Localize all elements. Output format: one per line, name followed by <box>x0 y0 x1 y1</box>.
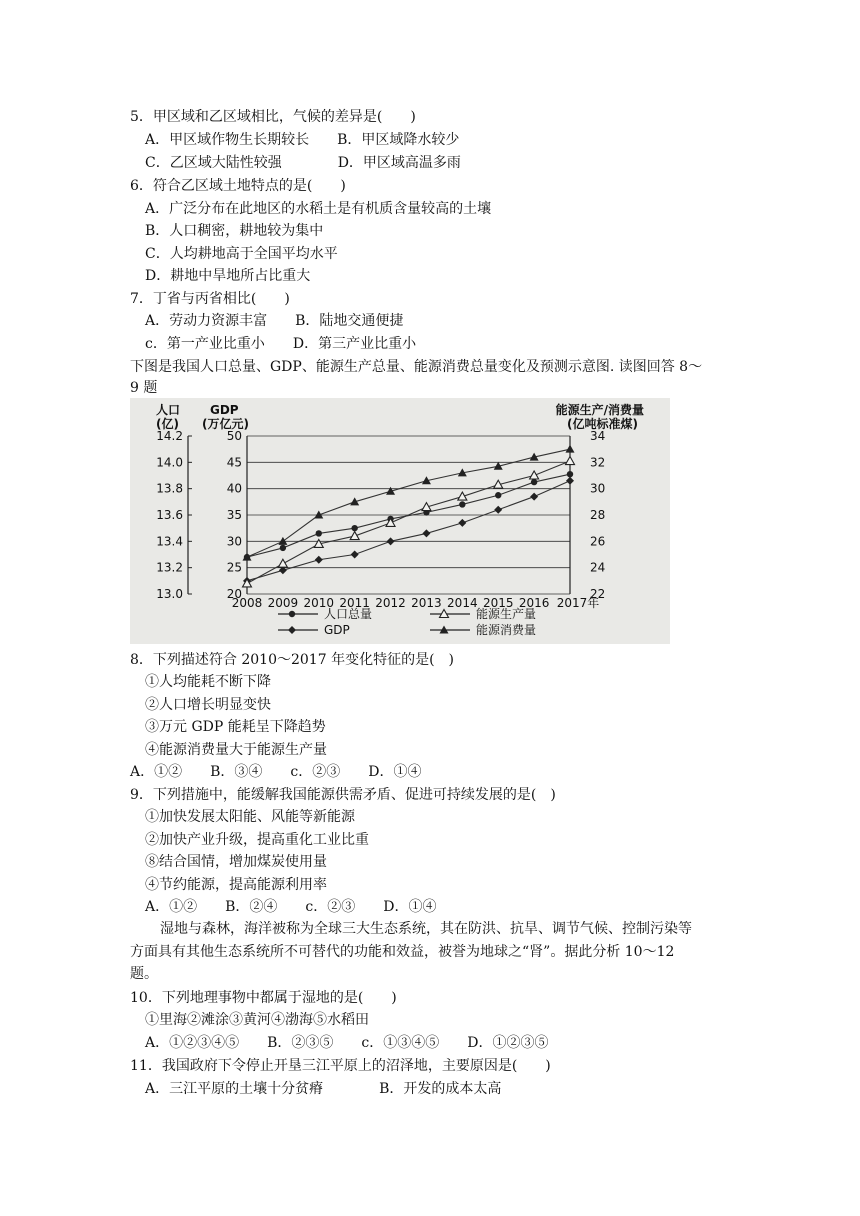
energy-tick-label: 30 <box>590 481 606 496</box>
energy-consumption-point <box>278 537 287 545</box>
x-tick-label: 2014 <box>447 596 478 610</box>
gdp-point <box>315 556 323 564</box>
energy-consumption-point <box>566 445 575 453</box>
text-line: C．乙区域大陆性较强 D．甲区域高温多雨 <box>145 155 461 171</box>
text-line: A．①②③④⑤ B．②③⑤ c．①③④⑤ D．①②③⑤ <box>145 1035 549 1051</box>
gdp-tick-label: 45 <box>226 455 242 470</box>
text-line: ②加快产业升级，提高重化工业比重 <box>145 832 369 848</box>
energy-tick-label: 26 <box>590 534 606 549</box>
population-axis-title: 人口 <box>156 403 181 417</box>
text-line: 9．下列措施中，能缓解我国能源供需矛盾、促进可持续发展的是( ) <box>130 787 556 803</box>
x-tick-label: 2009 <box>267 596 299 610</box>
energy-production-point <box>530 471 539 479</box>
gdp-point <box>494 506 502 514</box>
energy-tick-label: 32 <box>590 455 606 470</box>
text-line: A．①② B．②④ c．②③ D．①④ <box>145 899 437 915</box>
gdp-tick-label: 50 <box>226 429 242 443</box>
text-line: 9 题 <box>130 380 158 396</box>
gdp-tick-label: 25 <box>226 560 242 575</box>
text-line: ①人均能耗不断下降 <box>145 674 271 690</box>
energy-consumption-point <box>314 511 323 519</box>
energy-tick-label: 34 <box>590 429 606 443</box>
gdp-point <box>422 529 430 537</box>
text-line: A．①② B．③④ c．②③ D．①④ <box>130 764 422 780</box>
text-line: ①加快发展太阳能、风能等新能源 <box>145 809 355 825</box>
gdp-tick-label: 40 <box>226 481 242 496</box>
legend-label: 能源消费量 <box>476 623 537 637</box>
gdp-axis-unit: (万亿元) <box>202 417 249 431</box>
legend-marker <box>289 611 295 617</box>
gdp-series-line <box>247 481 570 581</box>
x-tick-label: 2008 <box>231 596 263 610</box>
energy-tick-label: 22 <box>590 587 606 601</box>
x-tick-label: 2015 <box>482 596 514 610</box>
energy-production-point <box>566 457 575 465</box>
x-tick-label: 2012 <box>375 596 406 610</box>
energy-axis-title: 能源生产/消费量 <box>555 403 644 417</box>
text-line: ③万元 GDP 能耗呈下降趋势 <box>145 719 326 735</box>
text-line: c．第一产业比重小 D．第三产业比重小 <box>145 336 417 352</box>
text-line: A．广泛分布在此地区的水稻土是有机质含量较高的土壤 <box>145 201 492 217</box>
text-line: 11．我国政府下令停止开垦三江平原上的沼泽地，主要原因是( ) <box>130 1058 551 1074</box>
gdp-tick-label: 20 <box>226 587 242 601</box>
text-line: C．人均耕地高于全国平均水平 <box>145 246 338 262</box>
text-line: A．三江平原的土壤十分贫瘠 B．开发的成本太高 <box>145 1081 502 1097</box>
x-tick-label: 2011 <box>339 596 370 610</box>
text-line: 5．甲区域和乙区域相比，气候的差异是( ) <box>130 109 416 125</box>
text-line: ④节约能源，提高能源利用率 <box>145 877 327 893</box>
population-point <box>531 479 537 485</box>
text-line: 下图是我国人口总量、GDP、能源生产总量、能源消费总量变化及预测示意图. 读图回答 8～ <box>130 359 703 375</box>
legend-marker <box>288 626 296 634</box>
population-point <box>567 471 573 477</box>
energy-tick-label: 24 <box>590 560 606 575</box>
x-tick-label: 2017年 <box>556 596 600 610</box>
gdp-tick-label: 35 <box>226 508 242 522</box>
text-line: 6．符合乙区域土地特点的是( ) <box>130 178 346 194</box>
chart <box>130 398 670 644</box>
legend-label: 能源生产量 <box>476 607 537 621</box>
text-line: 10．下列地理事物中都属于湿地的是( ) <box>130 990 397 1006</box>
text-line: B．人口稠密，耕地较为集中 <box>145 223 324 239</box>
text-line: 7．丁省与丙省相比( ) <box>130 291 290 307</box>
gdp-point <box>566 477 574 485</box>
population-axis-unit: (亿) <box>156 417 179 431</box>
energy-production-point <box>278 559 287 567</box>
gdp-point <box>458 519 466 527</box>
population-tick-label: 13.4 <box>156 534 183 549</box>
text-line: ②人口增长明显变快 <box>145 697 271 713</box>
energy-production-point <box>350 532 359 540</box>
population-tick-label: 13.6 <box>156 508 183 522</box>
population-tick-label: 14.2 <box>156 429 183 443</box>
x-tick-label: 2010 <box>303 596 335 610</box>
x-tick-label: 2013 <box>411 596 442 610</box>
gdp-tick-label: 30 <box>226 534 242 549</box>
text-line: ①里海②滩涂③黄河④渤海⑤水稻田 <box>145 1012 369 1028</box>
legend-label: GDP <box>324 623 350 637</box>
population-series-line <box>247 474 570 557</box>
gdp-axis-title: GDP <box>210 403 239 417</box>
text-line: 方面具有其他生态系统所不可替代的功能和效益，被誉为地球之“肾”。据此分析 10～12 <box>130 944 675 960</box>
chart-svg <box>130 398 670 644</box>
gdp-point <box>530 493 538 501</box>
energy-production-series-line <box>247 461 570 583</box>
x-tick-label: 2016 <box>518 596 550 610</box>
text-line: 题。 <box>130 966 158 982</box>
text-line: D．耕地中旱地所占比重大 <box>145 268 311 284</box>
gdp-point <box>351 551 359 559</box>
energy-axis-unit: (亿吨标准煤) <box>567 417 638 431</box>
population-tick-label: 13.2 <box>156 560 183 575</box>
text-line: ⑧结合国情，增加煤炭使用量 <box>145 854 327 870</box>
text-line: 8．下列描述符合 2010～2017 年变化特征的是( ) <box>130 652 454 668</box>
text-line: 湿地与森林，海洋被称为全球三大生态系统，其在防洪、抗旱、调节气候、控制污染等 <box>160 921 692 937</box>
population-point <box>280 545 286 551</box>
energy-tick-label: 28 <box>590 508 606 522</box>
text-line: ④能源消费量大于能源生产量 <box>145 742 327 758</box>
population-tick-label: 13.0 <box>156 587 183 601</box>
population-point <box>459 501 465 507</box>
text-line: A．甲区域作物生长期较长 B．甲区域降水较少 <box>145 132 460 148</box>
population-tick-label: 14.0 <box>156 455 183 470</box>
legend-label: 人口总量 <box>324 607 373 621</box>
population-point <box>316 530 322 536</box>
text-line: A．劳动力资源丰富 B．陆地交通便捷 <box>145 313 404 329</box>
population-tick-label: 13.8 <box>156 481 183 496</box>
population-point <box>495 492 501 498</box>
gdp-point <box>387 537 395 545</box>
population-point <box>351 525 357 531</box>
